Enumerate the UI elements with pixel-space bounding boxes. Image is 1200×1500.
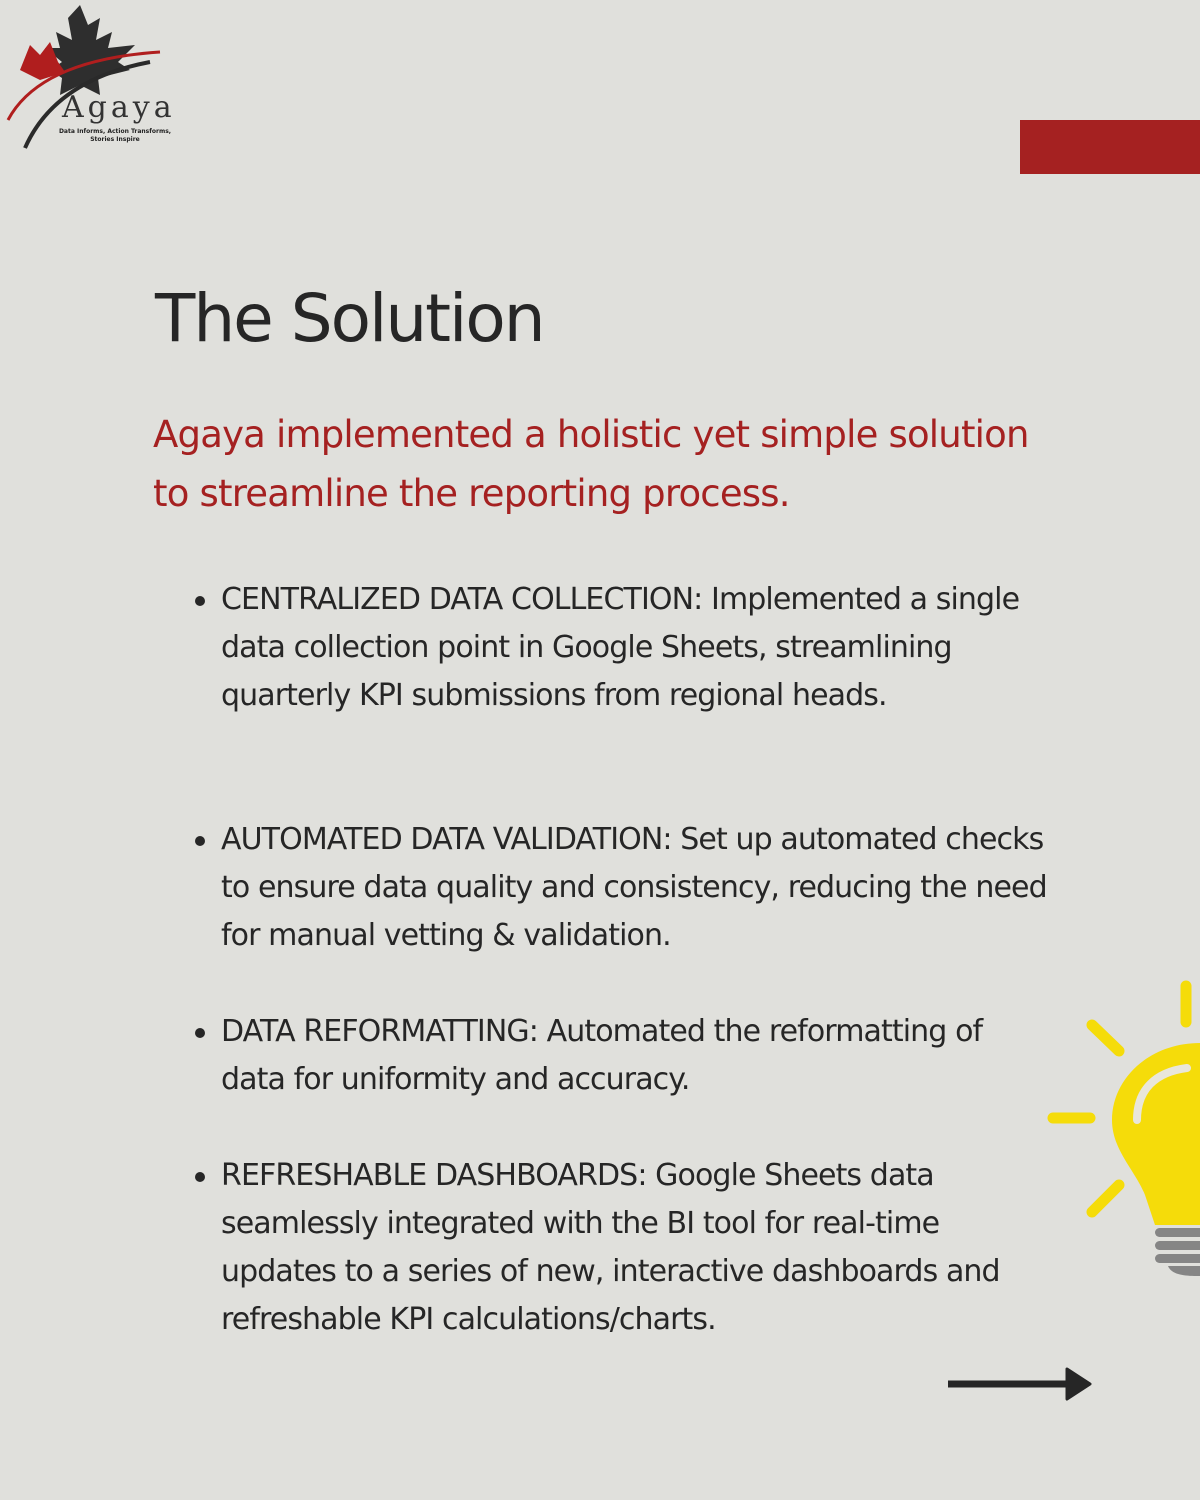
bullet-heading: DATA REFORMATTING: bbox=[221, 1014, 538, 1049]
bullet-icon bbox=[195, 1172, 205, 1182]
arrow-right-icon bbox=[940, 1360, 1100, 1414]
bullet-icon bbox=[195, 596, 205, 606]
list-item bbox=[190, 1008, 1050, 1104]
logo-tagline: Data Informs, Action Transforms, Stories Inspire bbox=[58, 128, 172, 143]
bullet-text: Google Sheets data seamlessly integrated with the BI tool for real-time updates to a series of new, interactive dashboards and refreshable KPI calculations/charts. bbox=[221, 1158, 1000, 1337]
bullet-text: Implemented a single data collection point in Google Sheets, streamlining quarterly KPI submissions from regional heads. bbox=[221, 582, 1020, 713]
agaya-logo bbox=[0, 0, 200, 155]
bullet-icon bbox=[195, 836, 205, 846]
list-item bbox=[190, 816, 1050, 960]
page-subtitle: Agaya implemented a holistic yet simple solution to streamline the reporting process. bbox=[153, 413, 1029, 515]
bullet-heading: REFRESHABLE DASHBOARDS: bbox=[221, 1158, 647, 1193]
bullet-text: Automated the reformatting of data for uniformity and accuracy. bbox=[221, 1014, 983, 1097]
bullet-icon bbox=[195, 1028, 205, 1038]
page-title: The Solution bbox=[155, 280, 544, 357]
bullet-text: Set up automated checks to ensure data quality and consistency, reducing the need for manual vetting & validation. bbox=[221, 822, 1047, 953]
accent-bar bbox=[1020, 120, 1200, 174]
lightbulb-icon bbox=[1040, 970, 1200, 1294]
list-item bbox=[190, 576, 1050, 720]
logo-name: Agaya bbox=[62, 90, 176, 125]
list-item bbox=[190, 1152, 1050, 1344]
bullet-heading: CENTRALIZED DATA COLLECTION: bbox=[221, 582, 703, 617]
bullet-heading: AUTOMATED DATA VALIDATION: bbox=[221, 822, 672, 857]
